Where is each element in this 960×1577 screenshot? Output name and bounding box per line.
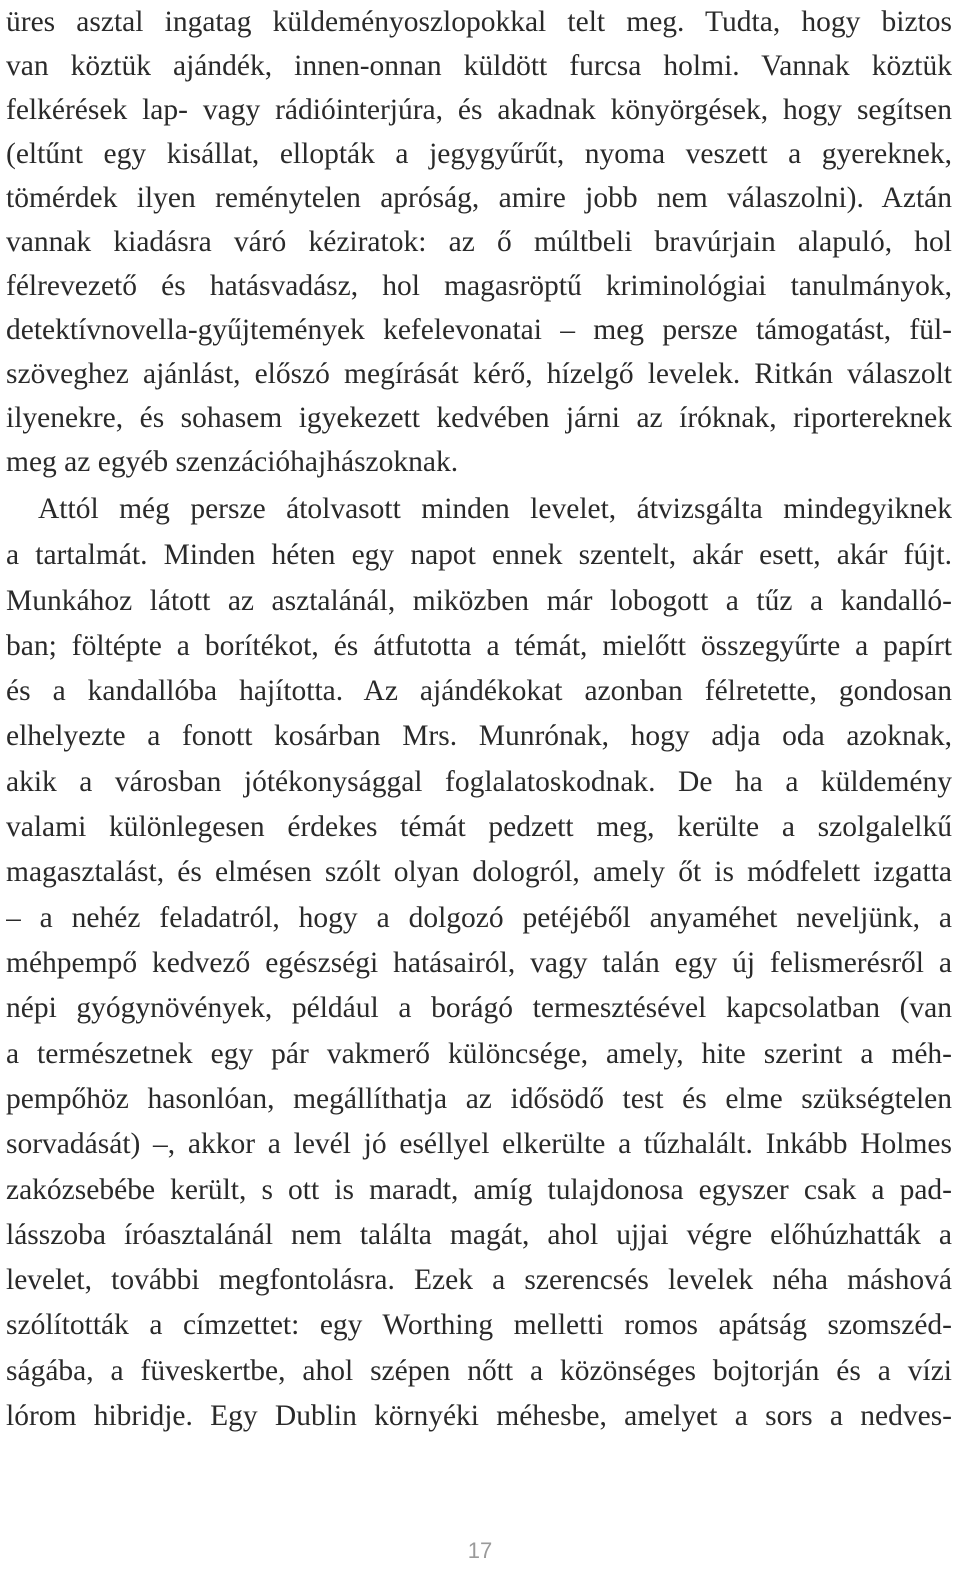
text-line: sorvadását) –, akkor a levél jó eséllyel elkerülte a tűzhalált. Inkább Holmes: [6, 1128, 952, 1160]
text-line: tömérdek ilyen reménytelen apróság, amire jobb nem válaszolni). Aztán: [6, 182, 952, 214]
text-line: magasztalást, és elmésen szólt olyan dologról, amely őt is módfelett izgatta: [6, 856, 952, 888]
text-line: lásszoba íróasztalánál nem találta magát, ahol ujjai végre előhúzhatták a: [6, 1219, 952, 1251]
text-line: méhpempő kedvező egészségi hatásairól, vagy talán egy új felismerésről a: [6, 947, 952, 979]
text-line: ban; föltépte a borítékot, és átfutotta a témát, mielőtt összegyűrte a papírt: [6, 630, 952, 662]
text-line: és a kandallóba hajította. Az ajándékokat azonban félretette, gondosan: [6, 675, 952, 707]
text-line: zakózsebébe került, s ott is maradt, amíg tulajdonosa egyszer csak a pad-: [6, 1174, 952, 1206]
text-line: van köztük ajándék, innen-onnan küldött furcsa holmi. Vannak köztük: [6, 50, 952, 82]
text-line: népi gyógynövények, például a borágó termesztésével kapcsolatban (van: [6, 992, 952, 1024]
text-line: levelet, további megfontolásra. Ezek a szerencsés levelek néha máshová: [6, 1264, 952, 1296]
text-line: szöveghez ajánlást, előszó megírását kérő, hízelgő levelek. Ritkán válaszolt: [6, 358, 952, 390]
text-line: valami különlegesen érdekes témát pedzett meg, kerülte a szolgalelkű: [6, 811, 952, 843]
text-line: elhelyezte a fonott kosárban Mrs. Munrónak, hogy adja oda azoknak,: [6, 720, 952, 752]
text-line: a tartalmát. Minden héten egy napot ennek szentelt, akár esett, akár fújt.: [6, 539, 952, 571]
text-line: meg az egyéb szenzációhajhászoknak.: [6, 446, 459, 478]
text-line: felkérések lap- vagy rádióinterjúra, és akadnak könyörgések, hogy segítsen: [6, 94, 952, 126]
text-line: akik a városban jótékonysággal foglalatoskodnak. De ha a küldemény: [6, 766, 952, 798]
paragraph-first-line: Attól még persze átolvasott minden levelet, átvizsgálta mindegyiknek: [38, 493, 952, 525]
text-line: detektívnovella-gyűjtemények kefelevonatai – meg persze támogatást, fül-: [6, 314, 952, 346]
text-line: pempőhöz hasonlóan, megállíthatja az idősödő test és elme szükségtelen: [6, 1083, 952, 1115]
text-line: (eltűnt egy kisállat, ellopták a jegygyűrűt, nyoma veszett a gyereknek,: [6, 138, 952, 170]
text-line: Munkához látott az asztalánál, miközben már lobogott a tűz a kandalló-: [6, 585, 952, 617]
text-line: – a nehéz feladatról, hogy a dolgozó petéjéből anyaméhet neveljünk, a: [6, 902, 952, 934]
page-number: 17: [467, 1538, 493, 1563]
text-line: ságába, a füveskertbe, ahol szépen nőtt a közönséges bojtorján és a vízi: [6, 1355, 952, 1387]
text-line: a természetnek egy pár vakmerő különcsége, amely, hite szerint a méh-: [6, 1038, 952, 1070]
text-line: félrevezető és hatásvadász, hol magasröptű kriminológiai tanulmányok,: [6, 270, 952, 302]
text-line: üres asztal ingatag küldeményoszlopokkal telt meg. Tudta, hogy biztos: [6, 6, 952, 38]
text-line: lórom hibridje. Egy Dublin környéki méhesbe, amelyet a sors a nedves-: [6, 1400, 952, 1432]
text-line: szólították a címzettet: egy Worthing melletti romos apátság szomszéd-: [6, 1309, 952, 1341]
text-line: ilyenekre, és sohasem igyekezett kedvében járni az íróknak, riportereknek: [6, 402, 952, 434]
text-line: vannak kiadásra váró kéziratok: az ő múltbeli bravúrjain alapuló, hol: [6, 226, 952, 258]
